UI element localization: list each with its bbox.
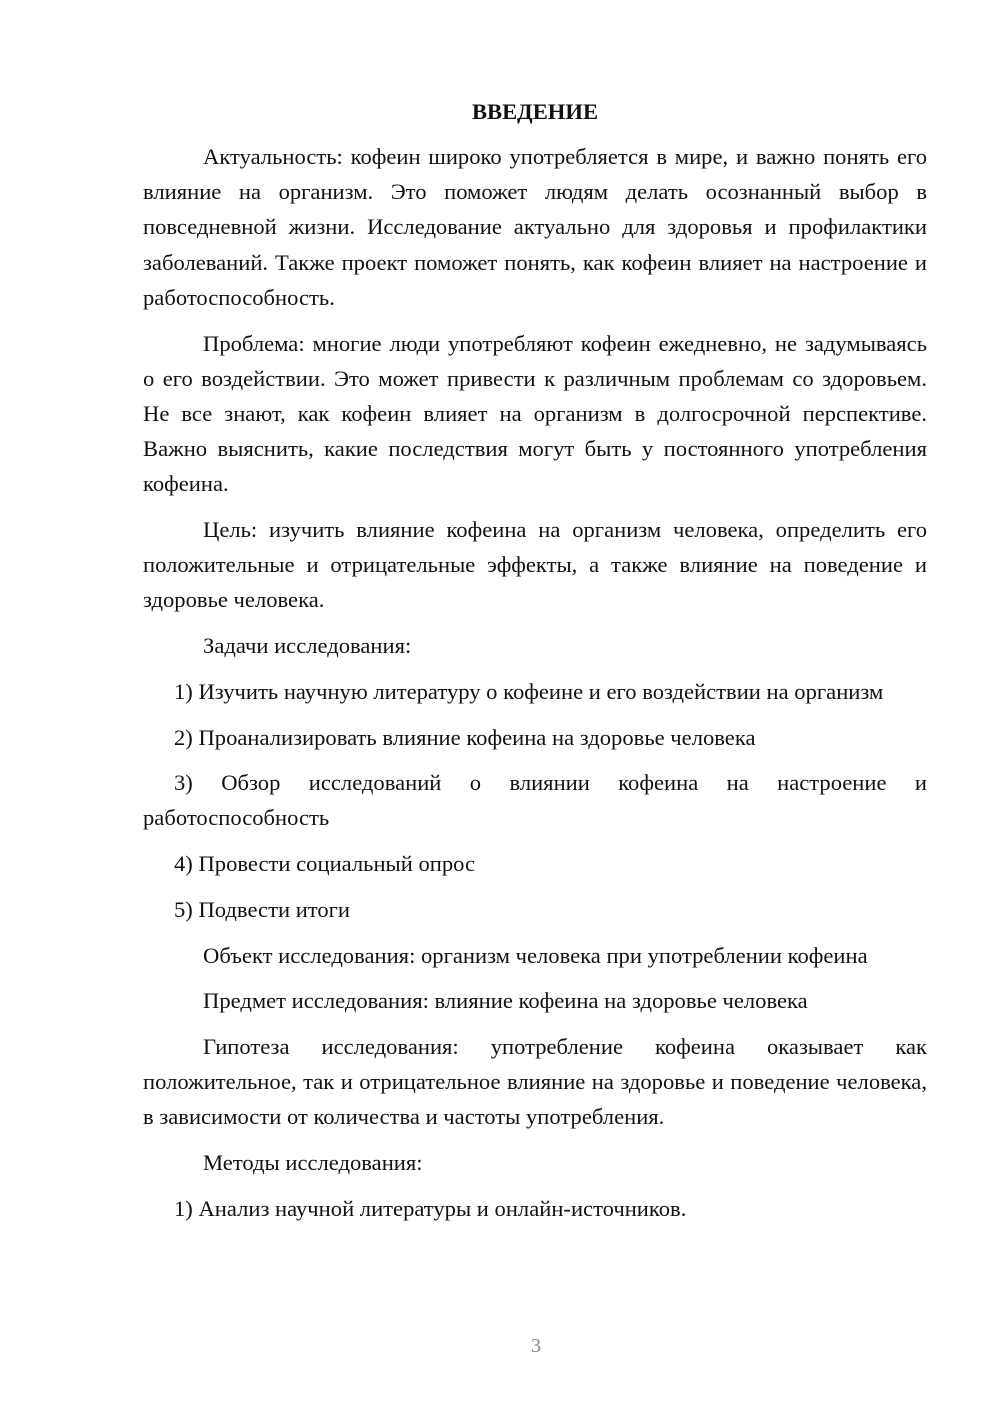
- page-number: 3: [531, 1335, 541, 1357]
- page-body: [143, 94, 927, 1236]
- tasks-title: Задачи исследования:: [203, 633, 412, 659]
- list-item: 2) Проанализировать влияние кофеина на здоровье человека: [174, 724, 756, 750]
- tasks-list: [143, 674, 927, 927]
- subject-paragraph: Предмет исследования: влияние кофеина на здоровье человека: [203, 988, 808, 1014]
- list-item: 4) Провести социальный опрос: [174, 851, 476, 877]
- relevance-paragraph: Актуальность: кофеин широко употребляется в мире, и важно понять его влияние на организм. Это поможет людям делать осознанный выбор в повседневной жизни. Исследование актуально для здоровья и профилактики заболеваний. Также проект поможет понять, как кофеин влияет на настроение и работоспособность.: [143, 144, 927, 310]
- object-paragraph: Объект исследования: организм человека при употреблении кофеина: [203, 942, 868, 968]
- methods-list: [143, 1191, 927, 1226]
- list-item: 5) Подвести итоги: [174, 896, 351, 922]
- page-title: ВВЕДЕНИЕ: [471, 99, 599, 124]
- hypothesis-paragraph: Гипотеза исследования: употребление кофеина оказывает как положительное, так и отрицательное влияние на здоровье и поведение человека, в зависимости от количества и частоты употребления.: [143, 1033, 927, 1130]
- methods-title: Методы исследования:: [203, 1150, 423, 1176]
- problem-paragraph: Проблема: многие люди употребляют кофеин ежедневно, не задумываясь о его воздействии. Это может привести к различным проблемам со здоровьем. Не все знают, как кофеин влияет на организм в долгосрочной перспективе. Важно выяснить, какие последствия могут быть у постоянного употребления кофеина.: [143, 330, 927, 497]
- goal-paragraph: Цель: изучить влияние кофеина на организм человека, определить его положительные и отрицательные эффекты, а также влияние на поведение и здоровье человека.: [143, 517, 927, 613]
- list-item: 1) Изучить научную литературу о кофеине и его воздействии на организм: [174, 678, 884, 704]
- list-item: 3) Обзор исследований о влиянии кофеина на настроение и работоспособность: [143, 770, 927, 831]
- list-item: 1) Анализ научной литературы и онлайн-источников.: [174, 1195, 687, 1221]
